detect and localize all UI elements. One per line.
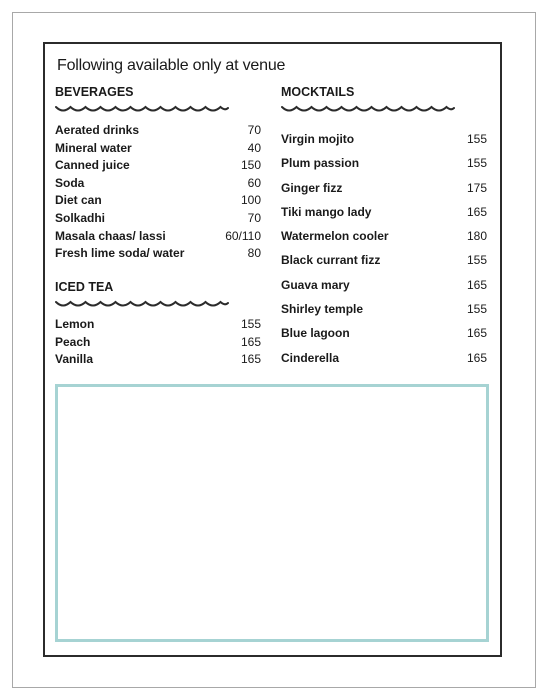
item-name: Diet can xyxy=(55,193,102,208)
menu-item xyxy=(55,157,261,175)
item-price: 165 xyxy=(240,352,261,367)
item-price: 60/110 xyxy=(225,228,261,243)
menu-item xyxy=(281,248,487,272)
menu-item xyxy=(281,224,487,248)
mocktails-section xyxy=(281,84,487,370)
menu-item xyxy=(55,175,261,193)
item-name: Cinderella xyxy=(281,350,340,365)
menu-item xyxy=(281,346,487,370)
item-name: Masala chaas/ lassi xyxy=(55,228,166,243)
menu-item xyxy=(281,297,487,321)
menu-heading: Following available only at venue xyxy=(57,57,286,74)
item-name: Peach xyxy=(55,334,91,349)
menu-item xyxy=(281,176,487,200)
item-name: Virgin mojito xyxy=(281,132,355,146)
item-name: Canned juice xyxy=(55,158,130,173)
item-name: Blue lagoon xyxy=(281,326,350,341)
item-name: Black currant fizz xyxy=(281,253,381,268)
menu-item xyxy=(281,321,487,345)
wave-divider-icon xyxy=(281,105,455,114)
item-name: Lemon xyxy=(55,317,95,331)
item-price: 70 xyxy=(247,210,261,225)
item-price: 155 xyxy=(466,253,487,268)
item-name: Solkadhi xyxy=(55,210,106,225)
item-price: 155 xyxy=(466,156,487,171)
menu-item xyxy=(55,245,261,263)
mocktails-list xyxy=(281,127,487,370)
beverages-section xyxy=(55,84,261,263)
menu-item xyxy=(55,122,261,140)
beverages-title: BEVERAGES xyxy=(55,85,134,99)
item-price: 70 xyxy=(247,123,261,137)
menu-item xyxy=(55,210,261,228)
item-name: Tiki mango lady xyxy=(281,204,372,219)
menu-item xyxy=(281,151,487,175)
item-name: Vanilla xyxy=(55,352,94,367)
item-price: 80 xyxy=(247,246,261,261)
menu-item xyxy=(281,127,487,151)
menu-item xyxy=(55,334,261,352)
item-price: 60 xyxy=(247,175,261,190)
item-price: 165 xyxy=(240,334,261,349)
item-name: Fresh lime soda/ water xyxy=(55,246,185,261)
menu-item xyxy=(55,316,261,334)
item-name: Ginger fizz xyxy=(281,180,343,195)
menu-item xyxy=(281,200,487,224)
mocktails-title: MOCKTAILS xyxy=(281,85,355,99)
iced-tea-section xyxy=(55,279,261,369)
item-name: Watermelon cooler xyxy=(281,229,389,244)
item-price: 180 xyxy=(466,229,487,244)
iced-tea-list xyxy=(55,316,261,369)
image-placeholder-frame xyxy=(55,384,489,642)
menu-item xyxy=(55,140,261,158)
iced-tea-title: ICED TEA xyxy=(55,280,114,294)
item-price: 165 xyxy=(466,326,487,341)
item-price: 165 xyxy=(466,204,487,219)
wave-divider-icon xyxy=(55,300,229,309)
item-price: 165 xyxy=(466,277,487,292)
item-price: 155 xyxy=(466,132,487,146)
item-price: 150 xyxy=(240,158,261,173)
menu-card xyxy=(43,42,502,657)
item-name: Shirley temple xyxy=(281,302,364,317)
item-name: Plum passion xyxy=(281,156,360,171)
menu-item xyxy=(55,192,261,210)
item-name: Guava mary xyxy=(281,277,350,292)
item-name: Soda xyxy=(55,175,85,190)
item-price: 165 xyxy=(466,350,487,365)
item-price: 40 xyxy=(247,140,261,155)
item-price: 155 xyxy=(466,302,487,317)
item-name: Aerated drinks xyxy=(55,123,140,137)
item-price: 175 xyxy=(466,180,487,195)
beverages-list xyxy=(55,122,261,263)
item-price: 100 xyxy=(240,193,261,208)
item-name: Mineral water xyxy=(55,140,132,155)
wave-divider-icon xyxy=(55,105,229,114)
menu-item xyxy=(281,273,487,297)
item-price: 155 xyxy=(240,317,261,331)
menu-item xyxy=(55,351,261,369)
menu-item xyxy=(55,228,261,246)
